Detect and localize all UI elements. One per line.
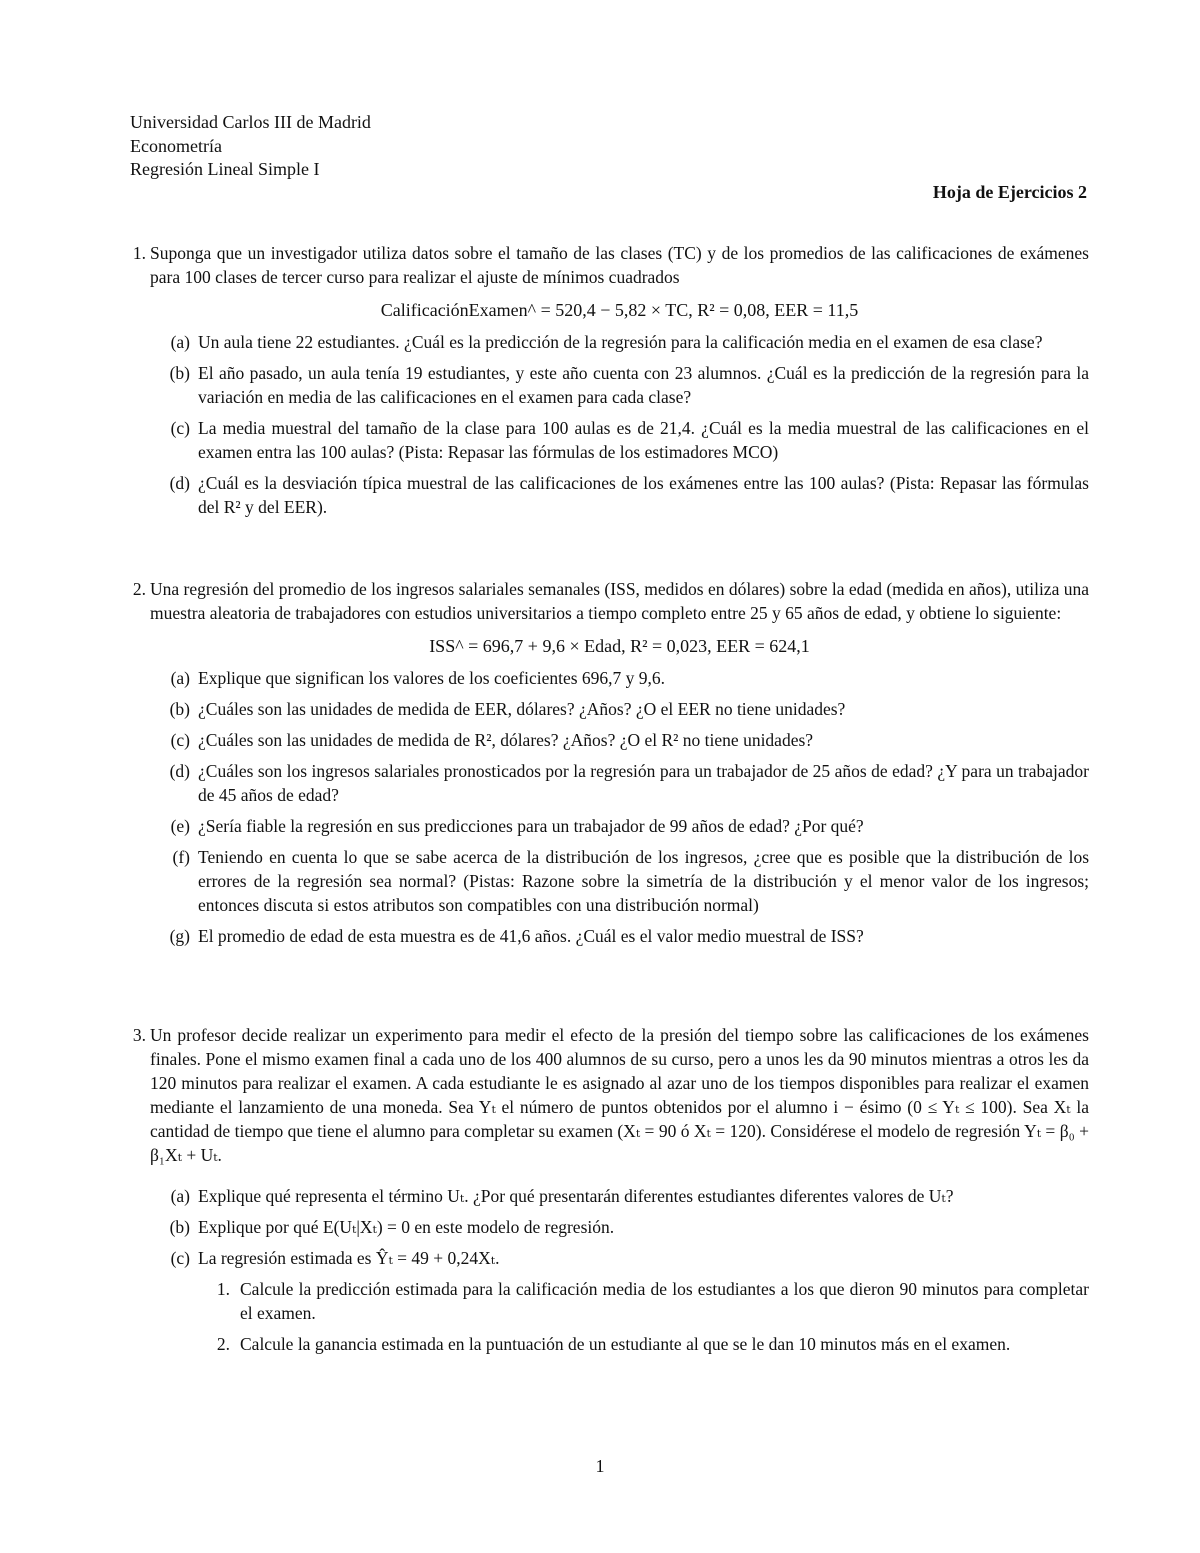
list-item	[150, 666, 1089, 690]
exercise-number: 2.	[132, 579, 146, 599]
item-label: (g)	[169, 926, 190, 946]
item-label: (c)	[170, 418, 190, 438]
item-label: (b)	[169, 699, 190, 719]
exercise-number: 1.	[132, 243, 146, 263]
exercise-3	[112, 1023, 1089, 1356]
item-label: (f)	[172, 847, 190, 867]
item-label: (d)	[169, 761, 190, 781]
exercise-statement: Una regresión del promedio de los ingresos salariales semanales (ISS, medidos en dólares) sobre la edad (medida en años), utiliza una muestra aleatoria de trabajadores con estudios universitarios a tiempo completo entre 25 y 65 años de edad, y obtiene lo siguiente:	[150, 579, 1089, 623]
course-name: Econometría	[130, 136, 222, 156]
item-text: Teniendo en cuenta lo que se sabe acerca de la distribución de los ingresos, ¿cree que es posible que la distribución de los errores de la regresión sea normal? (Pistas: Razone sobre la simetría de la distribución y el menor valor de los ingresos; entonces discuta si estos atributos son compatibles con una distribución normal)	[198, 847, 1089, 915]
item-label: (b)	[169, 1217, 190, 1237]
page-number: 1	[595, 1456, 605, 1476]
item-text: La regresión estimada es Ŷₜ = 49 + 0,24Xₜ.	[198, 1248, 500, 1268]
university-name: Universidad Carlos III de Madrid	[130, 112, 371, 132]
exercise-statement: Un profesor decide realizar un experimento para medir el efecto de la presión del tiempo sobre las calificaciones de los exámenes finales. Pone el mismo examen final a cada uno de los 400 alumnos de su curso, pero a unos les da 90 minutos mientras a otros les da 120 minutos para realizar el examen. A cada estudiante le es asignado al azar uno de los tiempos disponibles para realizar el examen mediante el lanzamiento de una moneda. Sea Yₜ el número de puntos obtenidos por el alumno i − ésimo (0 ≤ Yₜ ≤ 100). Sea Xₜ la cantidad de tiempo que tiene el alumno para completar su examen (Xₜ = 90 ó Xₜ = 120). Considérese el modelo de regresión Yₜ = β₀ + β₁Xₜ + Uₜ.	[150, 1025, 1089, 1165]
list-item	[150, 924, 1089, 948]
subitem-label: 2.	[216, 1334, 230, 1354]
item-label: (e)	[170, 816, 190, 836]
sheet-title: Hoja de Ejercicios 2	[932, 182, 1087, 202]
item-label: (a)	[170, 332, 190, 352]
item-label: (d)	[169, 473, 190, 493]
item-text: ¿Cuáles son las unidades de medida de R², dólares? ¿Años? ¿O el R² no tiene unidades?	[198, 730, 814, 750]
subitem-text: Calcule la ganancia estimada en la puntuación de un estudiante al que se le dan 10 minutos más en el examen.	[240, 1334, 1011, 1354]
exercise-1	[112, 241, 1089, 519]
item-text: ¿Sería fiable la regresión en sus predicciones para un trabajador de 99 años de edad? ¿Por qué?	[198, 816, 864, 836]
list-item	[150, 814, 1089, 838]
item-text: El promedio de edad de esta muestra es de 41,6 años. ¿Cuál es el valor medio muestral de ISS?	[198, 926, 864, 946]
item-label: (c)	[170, 1248, 190, 1268]
sub-list-item	[198, 1332, 1089, 1356]
list-item	[150, 845, 1089, 917]
item-text: ¿Cuál es la desviación típica muestral de las calificaciones de los exámenes entre las 100 aulas? (Pista: Repasar las fórmulas del R² y del EER).	[198, 473, 1089, 517]
item-text: Explique por qué E(Uₜ|Xₜ) = 0 en este modelo de regresión.	[198, 1217, 615, 1237]
regression-formula: CalificaciónExamen^ = 520,4 − 5,82 × TC, R² = 0,08, EER = 11,5	[380, 300, 859, 320]
item-label: (b)	[169, 363, 190, 383]
list-item	[150, 1215, 1089, 1239]
item-text: ¿Cuáles son las unidades de medida de EER, dólares? ¿Años? ¿O el EER no tiene unidades?	[198, 699, 846, 719]
list-item	[150, 728, 1089, 752]
regression-formula: ISS^ = 696,7 + 9,6 × Edad, R² = 0,023, EER = 624,1	[429, 636, 810, 656]
topic-name: Regresión Lineal Simple I	[130, 159, 320, 179]
item-text: Un aula tiene 22 estudiantes. ¿Cuál es la predicción de la regresión para la calificación media en el examen de esa clase?	[198, 332, 1043, 352]
list-item	[150, 471, 1089, 519]
item-text: Explique que significan los valores de los coeficientes 696,7 y 9,6.	[198, 668, 666, 688]
list-item	[150, 1184, 1089, 1208]
list-item	[150, 1246, 1089, 1270]
item-text: ¿Cuáles son los ingresos salariales pronosticados por la regresión para un trabajador de 25 años de edad? ¿Y para un trabajador de 45 años de edad?	[198, 761, 1089, 805]
list-item	[150, 416, 1089, 464]
item-label: (a)	[170, 1186, 190, 1206]
subitem-label: 1.	[216, 1279, 230, 1299]
list-item	[150, 330, 1089, 354]
sub-list-item	[198, 1277, 1089, 1325]
exercise-2	[112, 577, 1089, 948]
item-text: La media muestral del tamaño de la clase para 100 aulas es de 21,4. ¿Cuál es la media muestral de las calificaciones en el examen entra las 100 aulas? (Pista: Repasar las fórmulas de los estimadores MCO)	[198, 418, 1089, 462]
item-label: (a)	[170, 668, 190, 688]
item-text: El año pasado, un aula tenía 19 estudiantes, y este año cuenta con 23 alumnos. ¿Cuál es la predicción de la regresión para la variación en media de las calificaciones en el examen para cada clase?	[198, 363, 1089, 407]
subitem-text: Calcule la predicción estimada para la calificación media de los estudiantes a los que dieron 90 minutos para completar el examen.	[240, 1279, 1089, 1323]
list-item	[150, 759, 1089, 807]
list-item	[150, 697, 1089, 721]
exercise-number: 3.	[132, 1025, 146, 1045]
list-item	[150, 361, 1089, 409]
item-label: (c)	[170, 730, 190, 750]
exercise-statement: Suponga que un investigador utiliza datos sobre el tamaño de las clases (TC) y de los promedios de las calificaciones de exámenes para 100 clases de tercer curso para realizar el ajuste de mínimos cuadrados	[150, 243, 1089, 287]
item-text: Explique qué representa el término Uₜ. ¿Por qué presentarán diferentes estudiantes diferentes valores de Uₜ?	[198, 1186, 954, 1206]
